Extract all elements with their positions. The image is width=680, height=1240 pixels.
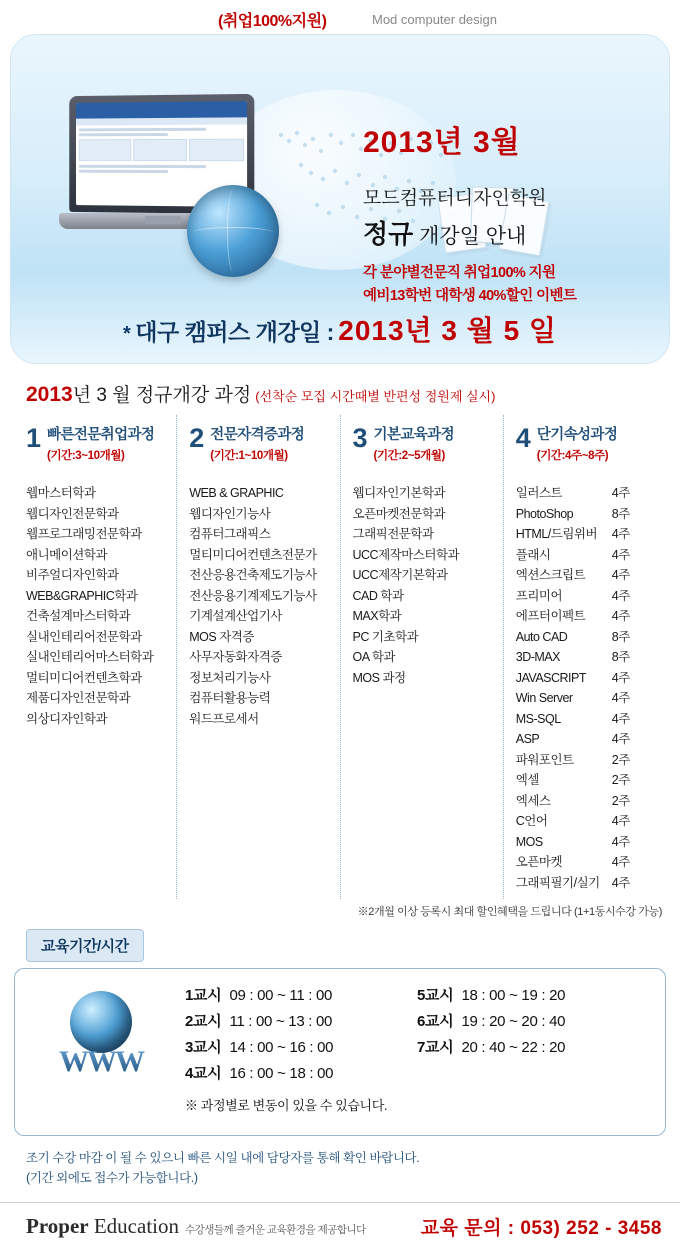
course-weeks: 2주 <box>611 773 630 787</box>
course-name: MOS <box>515 834 543 849</box>
list-item: 웹프로그래밍전문학과 <box>26 527 142 541</box>
period-label: 4교시 <box>185 1065 222 1082</box>
list-item: UCC제작기본학과 <box>352 568 448 582</box>
list-item <box>516 750 660 771</box>
course-column-basic <box>341 415 504 899</box>
list-item: 웹디자인전문학과 <box>26 506 119 521</box>
course-name: Auto CAD <box>515 629 568 644</box>
column-title: 기본교육과정 <box>373 427 454 443</box>
column-header <box>26 425 170 469</box>
hero-open-line <box>363 214 670 251</box>
section-title <box>26 380 680 407</box>
course-name: JAVASCRIPT <box>515 670 586 685</box>
column-header <box>516 425 660 469</box>
column-title: 전문자격증과정 <box>210 427 305 443</box>
list-item <box>516 811 660 832</box>
list-item <box>516 852 660 873</box>
course-weeks: 2주 <box>611 752 630 767</box>
campus-open-date-bar <box>11 309 669 349</box>
period-time: 18 : 00 ~ 19 : 20 <box>461 987 566 1004</box>
course-column-short-term <box>504 415 666 899</box>
list-item: 실내인테리어전문학과 <box>26 629 142 644</box>
course-name: 그래픽필기/실기 <box>515 875 600 890</box>
column-duration: (기간:1~10개월) <box>210 450 288 462</box>
footer-notes <box>26 1148 680 1188</box>
list-item: MAX학과 <box>352 609 402 623</box>
list-item: 비주얼디자인학과 <box>26 568 119 582</box>
list-item: 전산응용건축제도기능사 <box>189 568 317 582</box>
course-weeks: 4주 <box>611 568 630 582</box>
course-weeks: 4주 <box>611 691 630 705</box>
list-item: CAD 학과 <box>352 588 404 603</box>
course-name: 파워포인트 <box>515 752 574 767</box>
list-item <box>516 770 660 791</box>
course-list <box>189 483 333 729</box>
brand-label: Mod computer design <box>372 12 498 27</box>
list-item: 제품디자인전문학과 <box>26 691 131 705</box>
course-weeks: 4주 <box>611 588 630 603</box>
schedule-row <box>185 1009 655 1035</box>
column-duration: (기간:4주~8주) <box>536 450 609 462</box>
list-item <box>516 709 660 730</box>
course-column-certification <box>177 415 340 899</box>
discount-note: ※2개월 이상 등록시 최대 할인혜택을 드립니다 (1+1동시수강 가능) <box>357 906 662 918</box>
course-name: 3D-MAX <box>515 650 560 664</box>
list-item <box>516 647 660 668</box>
list-item: 오픈마켓전문학과 <box>352 506 446 521</box>
period-label: 7교시 <box>417 1039 454 1056</box>
course-name: 오픈마켓 <box>515 855 563 869</box>
course-weeks: 4주 <box>611 609 630 623</box>
list-item <box>516 688 660 709</box>
footer-note-1: 조기 수강 마감 이 될 수 있으니 빠른 시일 내에 담당자를 통해 확인 바랍니다. <box>26 1151 420 1165</box>
list-item <box>516 504 660 525</box>
list-item: WEB & GRAPHIC <box>189 486 284 500</box>
course-name: PhotoShop <box>515 506 574 521</box>
period-label: 2교시 <box>185 1013 222 1030</box>
column-header <box>189 425 333 469</box>
course-weeks: 4주 <box>611 732 630 746</box>
list-item: 애니메이션학과 <box>26 547 108 562</box>
list-item: UCC제작마스터학과 <box>352 547 460 562</box>
campus-date: 2013년 3 월 5 일 <box>338 315 557 346</box>
course-name: C언어 <box>515 814 548 828</box>
list-item: 웹디자인기본학과 <box>352 486 446 500</box>
course-name: ASP <box>515 732 540 746</box>
course-weeks: 4주 <box>611 486 630 500</box>
schedule-label: 교육기간/시간 <box>26 929 144 962</box>
section-year: 2013 <box>26 383 73 406</box>
column-header <box>353 425 497 469</box>
course-column-fast-employment <box>14 415 177 899</box>
section-title-text: 년 3 월 정규개강 과정 <box>72 385 252 406</box>
hero-date: 2013년 3월 <box>363 126 521 159</box>
list-item: 기계설계산업기사 <box>189 609 282 623</box>
period-time: 19 : 20 ~ 20 : 40 <box>461 1013 566 1030</box>
column-title: 빠른전문취업과정 <box>47 427 155 443</box>
hero-open-suffix: 개강일 안내 <box>413 225 527 248</box>
list-item <box>516 586 660 607</box>
schedule-row <box>185 1035 655 1061</box>
list-item: 실내인테리어마스터학과 <box>26 650 154 664</box>
list-item: 컴퓨터그래픽스 <box>189 527 271 541</box>
course-name: Win Server <box>515 691 573 705</box>
period-time: 16 : 00 ~ 18 : 00 <box>229 1065 334 1082</box>
footer-bar <box>0 1202 680 1240</box>
www-globe-icon <box>49 991 153 1095</box>
course-weeks: 4주 <box>611 875 630 890</box>
column-number: 4 <box>515 423 531 453</box>
list-item: PC 기초학과 <box>352 629 419 644</box>
column-duration: (기간:2~5개월) <box>373 450 445 462</box>
www-text: WWW <box>49 1045 153 1079</box>
course-weeks: 8주 <box>611 629 630 644</box>
period-time: 11 : 00 ~ 13 : 00 <box>229 1013 333 1030</box>
list-item: 컴퓨터활용능력 <box>189 691 271 705</box>
list-item <box>516 627 660 648</box>
course-weeks: 8주 <box>611 650 630 664</box>
course-columns <box>14 415 666 899</box>
campus-label: 대구 캠퍼스 개강일 : <box>135 319 334 345</box>
schedule-box <box>14 968 666 1136</box>
course-name: 플래시 <box>515 547 551 562</box>
list-item <box>516 832 660 853</box>
list-item <box>516 729 660 750</box>
course-name: MS-SQL <box>515 711 561 726</box>
logo-subtitle: 수강생들께 즐거운 교육환경을 제공합니다 <box>184 1224 366 1236</box>
hero-text-block <box>363 117 670 305</box>
list-item: 전산응용기계제도기능사 <box>189 588 317 603</box>
course-name: 엑셀 <box>515 773 539 787</box>
schedule-note: ※ 과정별로 변동이 있을 수 있습니다. <box>185 1098 388 1113</box>
course-weeks: 4주 <box>611 547 630 562</box>
course-name: 에프터이펙트 <box>515 609 586 623</box>
period-label: 5교시 <box>417 987 454 1004</box>
list-item: 건축설계마스터학과 <box>26 609 131 623</box>
course-name: 일러스트 <box>515 486 563 500</box>
logo-light: Education <box>88 1214 179 1238</box>
list-item <box>516 606 660 627</box>
schedule-row <box>185 1061 655 1087</box>
hero-subtitle-2: 예비13학번 대학생 40%할인 이벤트 <box>363 288 577 304</box>
list-item <box>516 565 660 586</box>
list-item <box>516 873 660 894</box>
column-number: 3 <box>352 423 368 453</box>
logo <box>26 1214 366 1239</box>
list-item: MOS 과정 <box>352 670 406 685</box>
column-number: 2 <box>189 423 205 453</box>
list-item: 웹마스터학과 <box>26 486 96 500</box>
course-list <box>353 483 497 688</box>
column-number: 1 <box>26 423 42 453</box>
course-weeks: 2주 <box>611 793 630 808</box>
course-name: HTML/드림위버 <box>515 527 598 541</box>
course-weeks: 4주 <box>611 527 630 541</box>
list-item: 정보처리기능사 <box>189 670 271 685</box>
list-item <box>516 791 660 812</box>
course-weeks: 4주 <box>611 711 630 726</box>
list-item: 워드프로세서 <box>189 711 259 726</box>
period-label: 3교시 <box>185 1039 222 1056</box>
course-name: 프리미어 <box>515 588 563 603</box>
period-time: 20 : 40 ~ 22 : 20 <box>461 1039 566 1056</box>
course-name: 엑세스 <box>515 793 551 808</box>
list-item <box>516 545 660 566</box>
hero-academy-name: 모드컴퓨터디자인학원 <box>363 188 547 209</box>
list-item: WEB&GRAPHIC학과 <box>26 588 138 603</box>
section-note: (선착순 모집 시간때별 반편성 정원제 실시) <box>255 389 496 404</box>
globe-icon <box>187 185 279 277</box>
logo-bold: Proper <box>26 1214 89 1238</box>
course-weeks: 4주 <box>611 670 630 685</box>
course-weeks: 4주 <box>611 814 630 828</box>
list-item: MOS 자격증 <box>189 629 254 644</box>
course-list <box>516 483 660 893</box>
period-time: 14 : 00 ~ 16 : 00 <box>229 1039 334 1056</box>
laptop-trackpad <box>145 216 181 224</box>
list-item <box>516 524 660 545</box>
column-title: 단기속성과정 <box>536 427 618 443</box>
list-item <box>516 483 660 504</box>
list-item: 그래픽전문학과 <box>352 527 434 541</box>
course-weeks: 4주 <box>611 834 630 849</box>
course-list <box>26 483 170 729</box>
campus-star-icon: * <box>123 323 131 345</box>
top-strip <box>0 0 680 34</box>
course-name: 엑션스크립트 <box>515 568 586 582</box>
period-time: 09 : 00 ~ 11 : 00 <box>229 987 333 1004</box>
hero-subtitle-1: 각 분야별전문직 취업100% 지원 <box>363 265 556 281</box>
schedule-times <box>185 983 655 1087</box>
column-duration: (기간:3~10개월) <box>47 450 125 462</box>
list-item: 멀티미디어컨텐츠전문가 <box>189 547 317 562</box>
list-item: 사무자동화자격증 <box>189 650 282 664</box>
list-item <box>516 668 660 689</box>
course-weeks: 4주 <box>611 855 630 869</box>
footer-note-2: (기간 외에도 접수가 가능합니다.) <box>26 1171 198 1185</box>
schedule-row <box>185 983 655 1009</box>
period-label: 6교시 <box>417 1013 454 1030</box>
list-item: 멀티미디어컨텐츠학과 <box>26 670 142 685</box>
hero-banner <box>10 34 670 364</box>
list-item: 의상디자인학과 <box>26 711 108 726</box>
list-item: 웹디자인기능사 <box>189 506 271 521</box>
list-item: OA 학과 <box>352 650 395 664</box>
contact-phone: 교육 문의 : 053) 252 - 3458 <box>420 1218 662 1239</box>
employment-badge: (취업100%지원) <box>218 13 327 30</box>
course-weeks: 8주 <box>611 506 630 521</box>
period-label: 1교시 <box>185 987 222 1004</box>
hero-open-prefix: 정규 <box>363 219 414 249</box>
